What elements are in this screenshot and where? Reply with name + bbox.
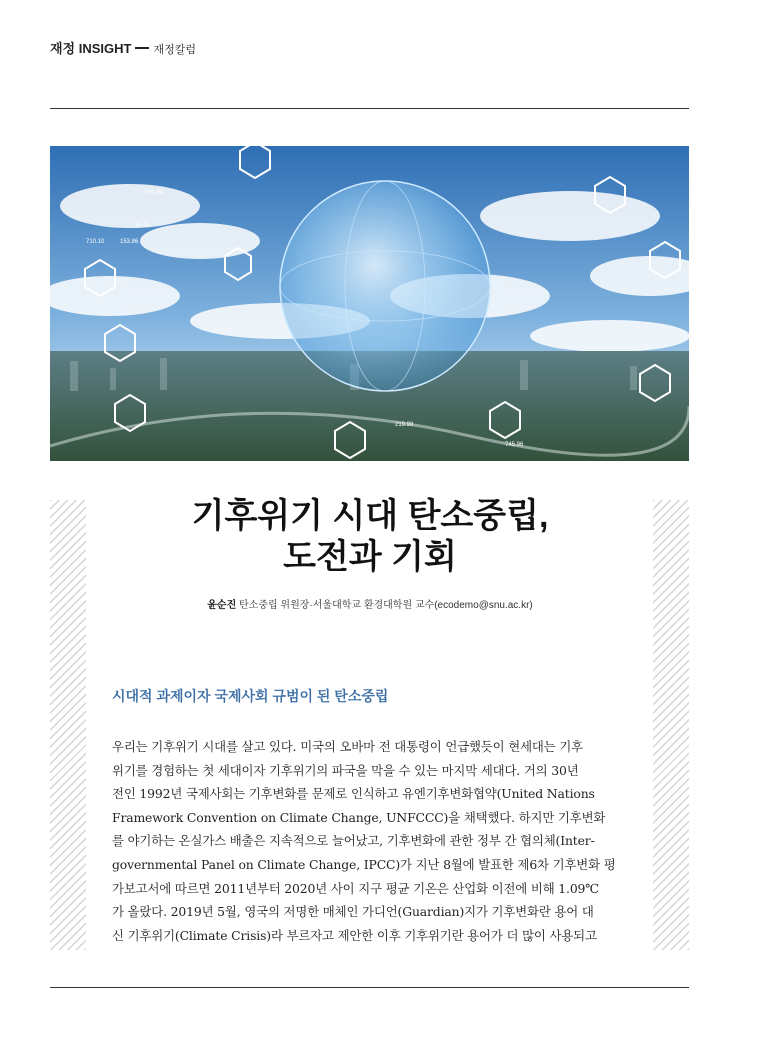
svg-text:219.98: 219.98	[395, 422, 414, 428]
title-line-2: 도전과 기회	[283, 538, 457, 576]
title-line-1: 기후위기 시대 탄소중립,	[191, 497, 549, 535]
body-line: 위기를 경험하는 첫 세대이자 기후위기의 파국을 막을 수 있는 마지막 세대다. 거의 30년	[112, 762, 579, 778]
header-section: 재정칼럼	[153, 44, 196, 56]
author-byline	[100, 596, 640, 611]
body-line: 가보고서에 따르면 2011년부터 2020년 사이 지구 평균 기온은 산업화 이전에 비해 1.09℃	[112, 880, 600, 896]
header-dash	[135, 47, 149, 49]
author-name: 윤순진	[207, 600, 237, 611]
author-info: 탄소중립 위원장·서울대학교 환경대학원 교수(ecodemo@snu.ac.kr)	[239, 600, 533, 611]
body-line: 를 야기하는 온실가스 배출은 지속적으로 늘어났고, 기후변화에 관한 정부 간 협의체(Inter-	[112, 833, 595, 849]
header-brand: 재정 INSIGHT	[50, 41, 132, 56]
body-line: governmental Panel on Climate Change, IPCC)가 지난 8월에 발표한 제6차 기후변화 평	[112, 856, 616, 872]
svg-text:710.10: 710.10	[86, 239, 105, 245]
svg-text:561.84: 561.84	[145, 190, 164, 196]
body-line: 우리는 기후위기 시대를 살고 있다. 미국의 오바마 전 대통령이 언급했듯이 현세대는 기후	[112, 739, 583, 754]
body-line: 가 올랐다. 2019년 5월, 영국의 저명한 매체인 가디언(Guardian)지가 기후변화란 용어 대	[112, 904, 594, 920]
left-hatch-decoration	[50, 500, 86, 950]
body-line: 전인 1992년 국제사회는 기후변화를 문제로 인식하고 유엔기후변화협약(United Nations	[112, 786, 595, 802]
svg-text:153.86: 153.86	[120, 239, 139, 245]
svg-text:745.96: 745.96	[505, 442, 524, 448]
article-body	[112, 735, 628, 947]
bottom-divider	[50, 987, 689, 988]
section-heading: 시대적 과제이자 국제사회 규범이 된 탄소중립	[112, 688, 389, 704]
body-line: 신 기후위기(Climate Crisis)라 부르자고 제안한 이후 기후위기란 용어가 더 많이 사용되고	[112, 927, 597, 943]
top-divider	[50, 108, 689, 109]
body-line: Framework Convention on Climate Change, UNFCCC)을 채택했다. 하지만 기후변화	[112, 809, 606, 825]
right-hatch-decoration	[653, 500, 689, 950]
hero-image	[50, 146, 689, 461]
svg-text:10.11: 10.11	[135, 222, 150, 228]
article-title	[100, 496, 640, 578]
page-header	[50, 38, 196, 57]
